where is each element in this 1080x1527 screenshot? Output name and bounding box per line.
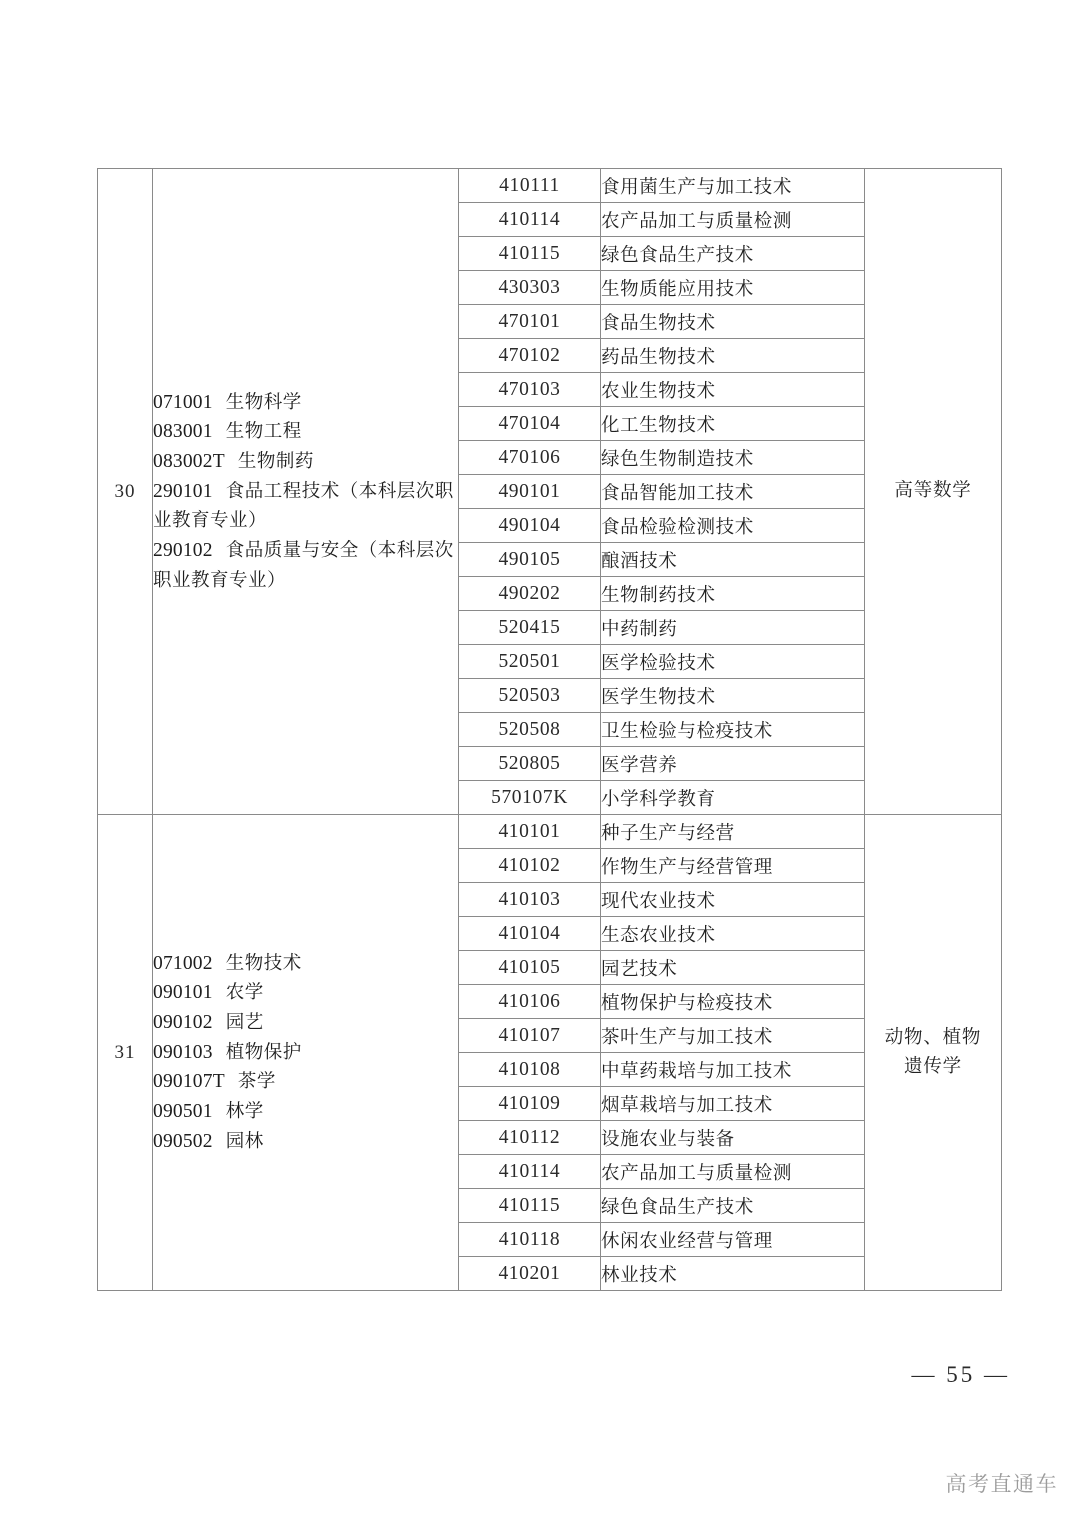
table-row <box>98 169 1002 203</box>
major-entry <box>153 417 458 447</box>
program-name-cell: 小学科学教育 <box>601 781 865 815</box>
program-code-cell: 410114 <box>459 1155 601 1189</box>
program-name-cell: 农产品加工与质量检测 <box>601 203 865 237</box>
program-name-cell: 酿酒技术 <box>601 543 865 577</box>
major-mapping-table <box>97 168 1002 1291</box>
program-code-cell: 410111 <box>459 169 601 203</box>
exam-subject-cell <box>865 169 1002 815</box>
program-code-cell: 410106 <box>459 985 601 1019</box>
program-code-cell: 410104 <box>459 917 601 951</box>
program-name-cell: 园艺技术 <box>601 951 865 985</box>
major-code: 071001 <box>153 391 213 413</box>
major-entry <box>153 978 458 1008</box>
program-name-cell: 食品智能加工技术 <box>601 475 865 509</box>
program-name-cell: 设施农业与装备 <box>601 1121 865 1155</box>
program-name-cell: 植物保护与检疫技术 <box>601 985 865 1019</box>
major-entry <box>153 1097 458 1127</box>
major-name: 生物科学 <box>225 391 302 413</box>
major-code: 090107T <box>153 1071 225 1093</box>
watermark: 高考直通车 <box>945 1472 1058 1496</box>
major-name: 生物制药 <box>237 451 314 473</box>
program-name-cell: 现代农业技术 <box>601 883 865 917</box>
program-name-cell: 医学营养 <box>601 747 865 781</box>
major-code: 071002 <box>153 952 213 974</box>
row-index-cell: 31 <box>98 815 153 1291</box>
program-code-cell: 410108 <box>459 1053 601 1087</box>
major-entry <box>153 447 458 477</box>
major-entry <box>153 1127 458 1157</box>
program-code-cell: 490104 <box>459 509 601 543</box>
program-code-cell: 410201 <box>459 1257 601 1291</box>
program-name-cell: 休闲农业经营与管理 <box>601 1223 865 1257</box>
major-name: 农学 <box>225 982 264 1004</box>
program-name-cell: 绿色生物制造技术 <box>601 441 865 475</box>
program-code-cell: 570107K <box>459 781 601 815</box>
program-code-cell: 470102 <box>459 339 601 373</box>
program-code-cell: 490202 <box>459 577 601 611</box>
major-entry <box>153 1038 458 1068</box>
major-code: 090103 <box>153 1041 213 1063</box>
exam-subject-line: 遗传学 <box>904 1055 962 1077</box>
program-name-cell: 食品生物技术 <box>601 305 865 339</box>
program-code-cell: 410114 <box>459 203 601 237</box>
program-code-cell: 490105 <box>459 543 601 577</box>
undergraduate-majors-cell <box>153 815 459 1291</box>
program-code-cell: 410112 <box>459 1121 601 1155</box>
major-name: 茶学 <box>237 1071 276 1093</box>
major-code: 083002T <box>153 451 225 473</box>
major-code: 290102 <box>153 539 213 561</box>
program-name-cell: 生物质能应用技术 <box>601 271 865 305</box>
major-name: 林学 <box>225 1100 264 1122</box>
undergraduate-majors-cell <box>153 169 459 815</box>
program-name-cell: 中草药栽培与加工技术 <box>601 1053 865 1087</box>
program-code-cell: 520805 <box>459 747 601 781</box>
major-mapping-table-container <box>97 168 1001 1291</box>
table-row <box>98 815 1002 849</box>
program-code-cell: 410109 <box>459 1087 601 1121</box>
program-name-cell: 药品生物技术 <box>601 339 865 373</box>
program-code-cell: 520508 <box>459 713 601 747</box>
program-code-cell: 410115 <box>459 237 601 271</box>
major-entry <box>153 477 458 536</box>
program-name-cell: 农业生物技术 <box>601 373 865 407</box>
program-code-cell: 410105 <box>459 951 601 985</box>
major-name: 园艺 <box>225 1012 264 1034</box>
program-name-cell: 林业技术 <box>601 1257 865 1291</box>
program-name-cell: 中药制药 <box>601 611 865 645</box>
exam-subject-line: 动物、植物 <box>884 1026 982 1048</box>
major-name: 食品质量与安全（本科层次职业教育专业） <box>153 539 454 591</box>
major-name: 园林 <box>225 1130 264 1152</box>
program-name-cell: 种子生产与经营 <box>601 815 865 849</box>
program-name-cell: 生物制药技术 <box>601 577 865 611</box>
major-name: 食品工程技术（本科层次职业教育专业） <box>153 480 454 532</box>
program-name-cell: 医学检验技术 <box>601 645 865 679</box>
program-name-cell: 烟草栽培与加工技术 <box>601 1087 865 1121</box>
major-entry <box>153 1067 458 1097</box>
program-name-cell: 作物生产与经营管理 <box>601 849 865 883</box>
major-name: 生物工程 <box>225 421 302 443</box>
program-code-cell: 470106 <box>459 441 601 475</box>
program-code-cell: 470104 <box>459 407 601 441</box>
program-code-cell: 520415 <box>459 611 601 645</box>
program-name-cell: 食品检验检测技术 <box>601 509 865 543</box>
program-code-cell: 490101 <box>459 475 601 509</box>
program-name-cell: 茶叶生产与加工技术 <box>601 1019 865 1053</box>
major-code: 090101 <box>153 982 213 1004</box>
major-entry <box>153 388 458 418</box>
program-name-cell: 绿色食品生产技术 <box>601 237 865 271</box>
program-code-cell: 430303 <box>459 271 601 305</box>
major-code: 083001 <box>153 421 213 443</box>
major-entry <box>153 536 458 595</box>
program-code-cell: 520503 <box>459 679 601 713</box>
exam-subject-line: 高等数学 <box>894 480 972 502</box>
program-code-cell: 410101 <box>459 815 601 849</box>
row-index-cell: 30 <box>98 169 153 815</box>
major-code: 290101 <box>153 480 213 502</box>
program-code-cell: 410118 <box>459 1223 601 1257</box>
major-entry <box>153 1008 458 1038</box>
program-code-cell: 520501 <box>459 645 601 679</box>
program-name-cell: 卫生检验与检疫技术 <box>601 713 865 747</box>
program-code-cell: 410102 <box>459 849 601 883</box>
major-entry <box>153 949 458 979</box>
program-name-cell: 食用菌生产与加工技术 <box>601 169 865 203</box>
program-code-cell: 410103 <box>459 883 601 917</box>
program-code-cell: 410107 <box>459 1019 601 1053</box>
program-code-cell: 470101 <box>459 305 601 339</box>
program-code-cell: 410115 <box>459 1189 601 1223</box>
program-name-cell: 农产品加工与质量检测 <box>601 1155 865 1189</box>
exam-subject-cell <box>865 815 1002 1291</box>
major-code: 090102 <box>153 1012 213 1034</box>
program-name-cell: 绿色食品生产技术 <box>601 1189 865 1223</box>
major-code: 090502 <box>153 1130 213 1152</box>
major-name: 生物技术 <box>225 952 302 974</box>
page-number: — 55 — <box>911 1362 1010 1387</box>
program-name-cell: 医学生物技术 <box>601 679 865 713</box>
program-name-cell: 生态农业技术 <box>601 917 865 951</box>
program-name-cell: 化工生物技术 <box>601 407 865 441</box>
program-code-cell: 470103 <box>459 373 601 407</box>
major-name: 植物保护 <box>225 1041 302 1063</box>
major-code: 090501 <box>153 1100 213 1122</box>
table-body <box>98 169 1002 1291</box>
